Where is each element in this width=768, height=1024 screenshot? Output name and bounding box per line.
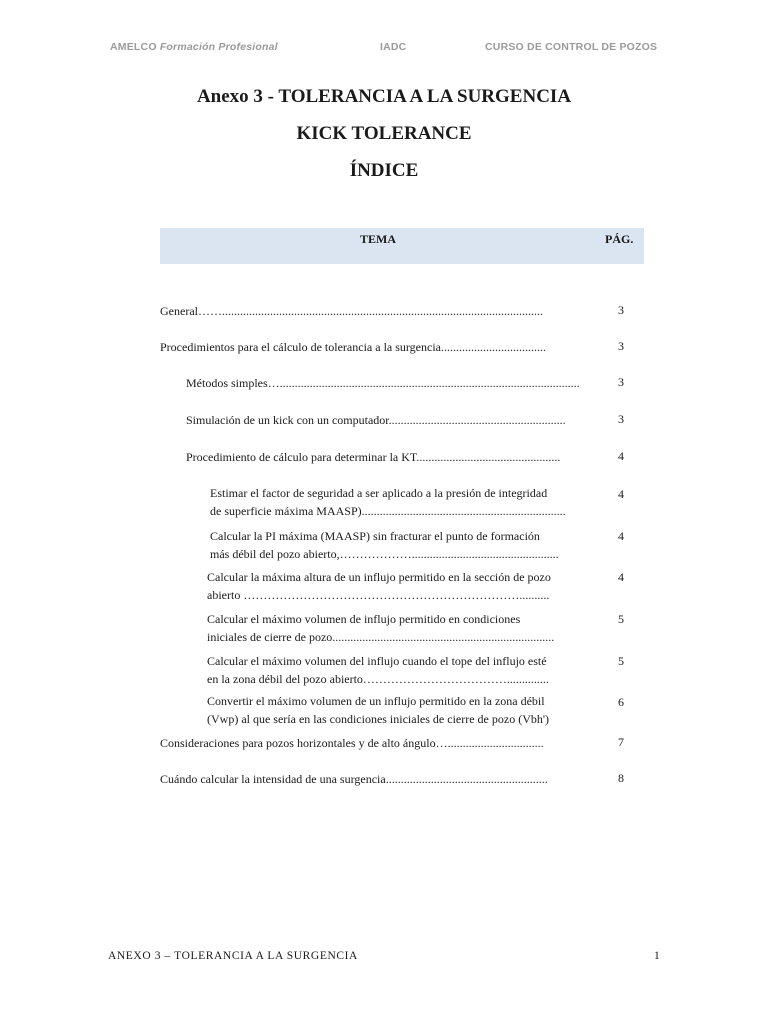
document-subtitle: KICK TOLERANCE [296,123,472,144]
toc-entry [186,374,600,392]
toc-table-header [160,228,644,264]
toc-entry-page: 4 [618,529,624,543]
toc-entry [160,734,590,752]
toc-entry-text-continued: de superficie máxima MAASP).................................................................... [210,504,566,518]
toc-entry [207,568,600,604]
toc-entry [160,338,600,356]
toc-entry-text: Calcular el máximo volumen de influjo permitido en condiciones [207,612,521,626]
footer-page-number: 1 [654,950,661,962]
toc-entry-text: Consideraciones para pozos horizontales y de alto ángulo…................................ [160,736,544,750]
toc-entry-text-continued: en la zona débil del pozo abierto……………………………….............. [207,672,549,686]
toc-entry [210,527,600,563]
toc-entry-page: 4 [618,487,624,501]
toc-entry-text: Procedimiento de cálculo para determinar la KT................................................ [186,450,561,464]
toc-entry-page: 3 [618,303,624,317]
toc-entry-text: General……........................................................................................................... [160,304,543,318]
toc-entry [186,411,600,429]
toc-entry [160,302,600,320]
toc-entry-page: 3 [618,339,624,353]
header-right: CURSO DE CONTROL DE POZOS [485,41,658,53]
toc-entry-page: 3 [618,412,624,426]
toc-entry-text-continued: iniciales de cierre de pozo.......................................................................... [207,630,555,644]
toc-entry-text: Calcular la máxima altura de un influjo permitido en la sección de pozo [207,570,551,584]
header-brand-subtitle: Formación Profesional [156,41,278,53]
toc-entry-text: Métodos simples….................................................................................................... [186,376,580,390]
toc-header-topic: TEMA [360,232,396,246]
toc-header-page: PÁG. [605,232,634,246]
toc-entry-text-continued: más débil del pozo abierto,………………................................................. [210,547,559,561]
toc-entry-text: Convertir el máximo volumen de un influjo permitido en la zona débil [207,694,545,708]
toc-entry-page: 4 [618,449,624,463]
toc-entry-text-continued: (Vwp) al que sería en las condiciones iniciales de cierre de pozo (Vbh') [207,712,550,726]
toc-entry-text: Calcular el máximo volumen del influjo cuando el tope del influjo esté [207,654,547,668]
header-center: IADC [380,41,407,53]
footer-title: ANEXO 3 – TOLERANCIA A LA SURGENCIA [108,950,358,962]
toc-entry [207,652,600,688]
toc-entry [207,610,600,646]
toc-entry-page: 4 [618,570,624,584]
toc-entry [210,484,600,520]
toc-entry-text: Cuándo calcular la intensidad de una surgencia...................................................... [160,772,548,786]
header-brand: AMELCO [110,41,157,53]
toc-entry-page: 5 [618,654,624,668]
toc-entry-page: 6 [618,695,624,709]
toc-entry-page: 7 [618,735,624,749]
toc-entry-page: 8 [618,771,624,785]
toc-entry-page: 5 [618,612,624,626]
header-left [110,41,278,53]
toc-entry-text: Calcular la PI máxima (MAASP) sin fracturar el punto de formación [210,529,540,543]
toc-entry [186,448,600,466]
document-title: Anexo 3 - TOLERANCIA A LA SURGENCIA [196,86,572,107]
toc-entry-page: 3 [618,375,624,389]
toc-entry-text: Procedimientos para el cálculo de tolerancia a la surgencia................................... [160,340,546,354]
toc-entry-text: Estimar el factor de seguridad a ser aplicado a la presión de integridad [210,486,548,500]
toc-entry [160,770,590,788]
toc-entry-text: Simulación de un kick con un computador........................................................... [186,413,566,427]
toc-entry-text-continued: abierto …………………………………………………………….......... [207,588,550,602]
index-heading: ÍNDICE [349,160,419,181]
toc-entry [207,692,600,728]
